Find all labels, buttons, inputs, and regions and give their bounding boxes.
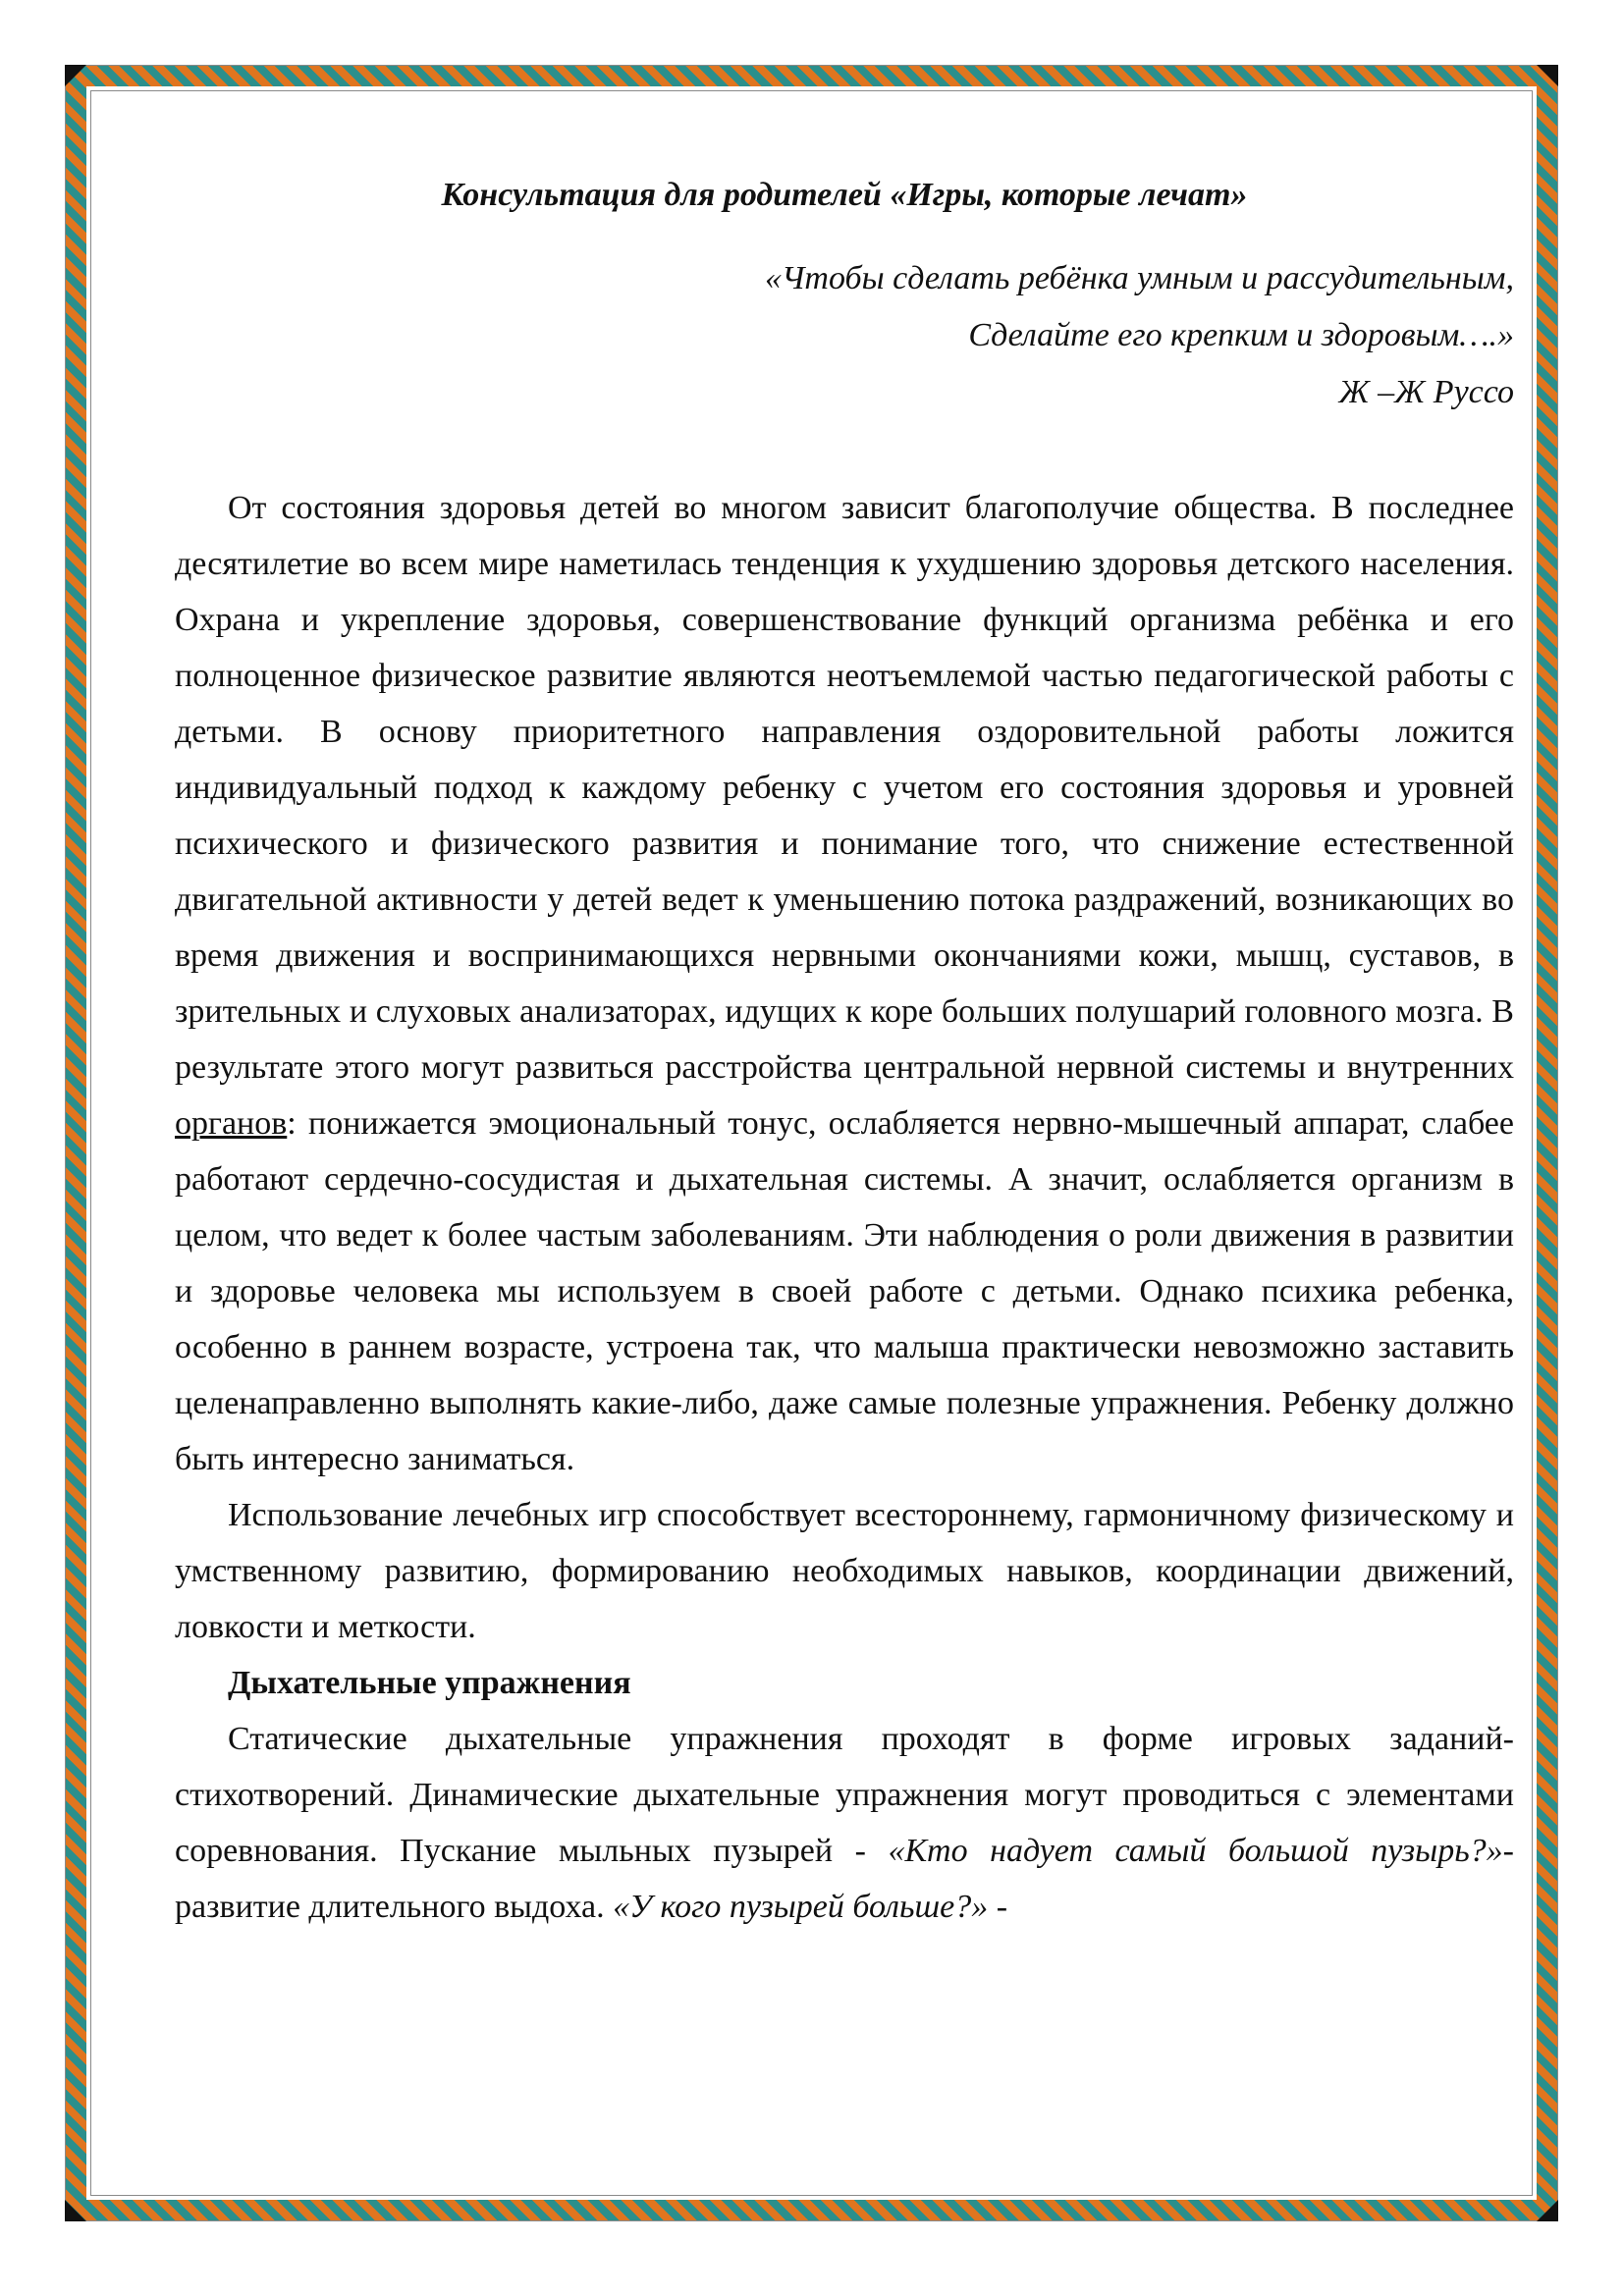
game-name-2: «У кого пузырей больше?» [613, 1889, 989, 1925]
section-heading: Дыхательные упражнения [228, 1665, 631, 1701]
epigraph [175, 250, 1514, 421]
epigraph-line-2: Сделайте его крепким и здоровым….» [968, 317, 1514, 353]
underlined-word: органов [175, 1105, 288, 1142]
paragraph-3-text-middle: - развитие длительного выдоха. [175, 1833, 1514, 1925]
paragraph-1-text-start: От состояния здоровья детей во многом зависит благополучие общества. В последнее десятилетие во всем мире наметилась тенденция к ухудшению здоровья детского населения. Охрана и укрепление здоровья, совершенствование функций организма ребёнка и его полноценное физическое развитие являются неотъемлемой частью педагогической работы с детьми. В основу приоритетного направления оздоровительной работы ложится индивидуальный подход к каждому ребенку с учетом его состояния здоровья и уровней психического и физического развития и понимание того, что снижение естественной двигательной активности у детей ведет к уменьшению потока раздражений, возникающих во время движения и воспринимающихся нервными окончаниями кожи, мышц, суставов, в зрительных и слуховых анализаторах, идущих к коре больших полушарий головного мозга. В результате этого могут развиться расстройства центральной нервной системы и внутренних [175, 490, 1514, 1086]
paragraph-3 [175, 1711, 1514, 1935]
paragraph-1 [175, 480, 1514, 1487]
paragraph-2: Использование лечебных игр способствует всестороннему, гармоничному физическому и умственному развитию, формированию необходимых навыков, координации движений, ловкости и меткости. [175, 1497, 1514, 1645]
document-title: Консультация для родителей «Игры, которые лечат» [441, 177, 1248, 213]
paragraph-3-text-start: Статические дыхательные упражнения проходят в форме игровых заданий-стихотворений. Динамические дыхательные упражнения могут проводиться с элементами соревнования. Пускание мыльных пузырей - [175, 1721, 1514, 1869]
epigraph-author: Ж –Ж Руссо [1338, 374, 1514, 410]
document-body [175, 167, 1514, 1935]
paragraph-3-text-end: - [988, 1889, 1008, 1925]
paragraph-1-text-end: : понижается эмоциональный тонус, ослабляется нервно-мышечный аппарат, слабее работают сердечно-сосудистая и дыхательная системы. А значит, ослабляется организм в целом, что ведет к более частым заболеваниям. Эти наблюдения о роли движения в развитии и здоровье человека мы используем в своей работе с детьми. Однако психика ребенка, особенно в раннем возрасте, устроена так, что малыша практически невозможно заставить целенаправленно выполнять какие-либо, даже самые полезные упражнения. Ребенку должно быть интересно заниматься. [175, 1105, 1514, 1477]
epigraph-line-1: «Чтобы сделать ребёнка умным и рассудительным, [765, 260, 1514, 296]
game-name-1: «Кто надует самый большой пузырь?» [888, 1833, 1503, 1869]
